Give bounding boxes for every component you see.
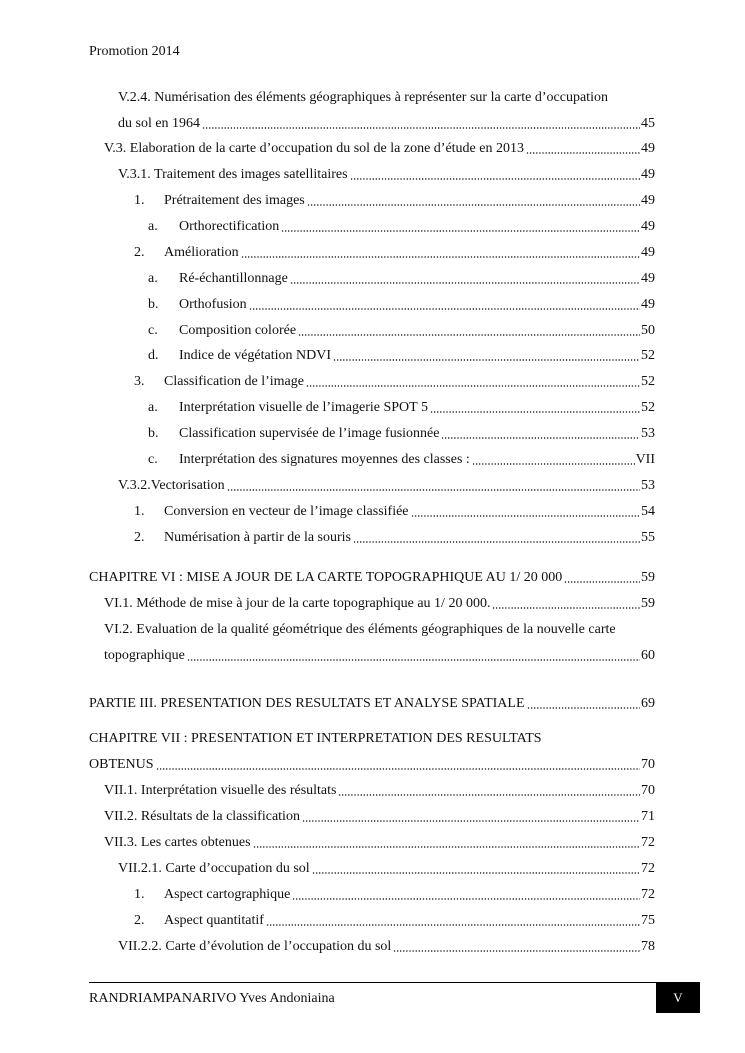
toc-entry-title: Amélioration: [164, 245, 239, 260]
toc-entry-title: CHAPITRE VII : PRESENTATION ET INTERPRETATION DES RESULTATS: [89, 731, 542, 746]
toc-entry[interactable]: [104, 834, 655, 852]
dot-leader: [492, 607, 640, 609]
toc-entry-page: 70: [641, 757, 655, 772]
toc-entry-title: Aspect quantitatif: [164, 913, 264, 928]
toc-entry-title: Conversion en vecteur de l’image classifiée: [164, 504, 409, 519]
toc-entry-title: Interprétation des signatures moyennes des classes :: [179, 452, 470, 467]
toc-entry[interactable]: [118, 938, 655, 956]
toc-entry: [118, 89, 655, 107]
toc-entry[interactable]: [89, 756, 655, 774]
toc-entry-number: a.: [148, 271, 158, 286]
dot-leader: [564, 581, 640, 583]
toc-entry-page: 49: [641, 219, 655, 234]
toc-entry-page: 50: [641, 323, 655, 338]
page-number-badge: [656, 983, 700, 1013]
toc-entry-page: 52: [641, 374, 655, 389]
toc-entry-page: 55: [641, 530, 655, 545]
toc-entry-page: 69: [641, 696, 655, 711]
toc-entry-page: 49: [641, 193, 655, 208]
dot-leader: [292, 898, 640, 900]
toc-entry[interactable]: [134, 503, 655, 521]
toc-entry-page: 71: [641, 809, 655, 824]
dot-leader: [393, 950, 640, 952]
toc-entry[interactable]: [148, 451, 655, 469]
toc-entry-title: Ré-échantillonnage: [179, 271, 288, 286]
toc-entry[interactable]: [148, 425, 655, 443]
dot-leader: [307, 204, 640, 206]
toc-entry-number: d.: [148, 348, 159, 363]
toc-entry-page: 54: [641, 504, 655, 519]
toc-entry-title: VI.1. Méthode de mise à jour de la carte topographique au 1/ 20 000.: [104, 596, 491, 611]
footer-author: RANDRIAMPANARIVO Yves Andoniaina: [89, 991, 335, 1006]
toc-entry-number: 2.: [134, 530, 145, 545]
toc-entry-title: Composition colorée: [179, 323, 297, 338]
toc-entry[interactable]: [118, 166, 655, 184]
toc-entry-title: VII.3. Les cartes obtenues: [104, 835, 251, 850]
dot-leader: [353, 541, 640, 543]
toc-entry-number: 3.: [134, 374, 145, 389]
toc-entry-title: OBTENUS: [89, 757, 154, 772]
toc-entry-title: V.3.2.Vectorisation: [118, 478, 225, 493]
toc-entry[interactable]: [104, 595, 655, 613]
toc-entry-page: 59: [641, 596, 655, 611]
dot-leader: [472, 463, 635, 465]
toc-entry-title: Orthofusion: [179, 297, 247, 312]
dot-leader: [266, 924, 640, 926]
dot-leader: [306, 385, 640, 387]
toc-entry-number: a.: [148, 219, 158, 234]
toc-entry-title: VII.1. Interprétation visuelle des résultats: [104, 783, 337, 798]
toc-entry-page: 49: [641, 167, 655, 182]
toc-entry-title: V.3. Elaboration de la carte d’occupation du sol de la zone d’étude en 2013: [104, 141, 524, 156]
toc-entry-page: 49: [641, 271, 655, 286]
page-number: V: [673, 990, 683, 1005]
toc-entry[interactable]: [118, 477, 655, 495]
footer-divider: [89, 982, 700, 983]
toc-entry-page: 70: [641, 783, 655, 798]
toc-entry-number: b.: [148, 426, 159, 441]
dot-leader: [350, 178, 640, 180]
dot-leader: [227, 489, 640, 491]
toc-entry-number: 2.: [134, 245, 145, 260]
toc-entry[interactable]: [148, 399, 655, 417]
toc-entry[interactable]: [89, 569, 655, 587]
toc-entry-page: 53: [641, 478, 655, 493]
toc-entry-page: 49: [641, 141, 655, 156]
toc-entry-title: Indice de végétation NDVI: [179, 348, 331, 363]
toc-entry-page: 60: [641, 648, 655, 663]
dot-leader: [526, 152, 640, 154]
toc-entry[interactable]: [104, 647, 655, 665]
toc-entry-page: 49: [641, 245, 655, 260]
toc-entry[interactable]: [104, 140, 655, 158]
toc-entry[interactable]: [104, 808, 655, 826]
toc-entry[interactable]: [148, 347, 655, 365]
dot-leader: [430, 411, 640, 413]
toc-entry[interactable]: [134, 529, 655, 547]
running-header: Promotion 2014: [89, 44, 180, 59]
toc-entry-title: du sol en 1964: [118, 116, 201, 131]
dot-leader: [302, 820, 640, 822]
toc-entry-title: Orthorectification: [179, 219, 280, 234]
dot-leader: [411, 515, 640, 517]
dot-leader: [527, 707, 640, 709]
dot-leader: [298, 334, 640, 336]
toc-entry-title: Classification de l’image: [164, 374, 304, 389]
dot-leader: [338, 794, 640, 796]
toc-entry[interactable]: [118, 860, 655, 878]
toc-entry-page: 53: [641, 426, 655, 441]
toc-entry-title: Prétraitement des images: [164, 193, 305, 208]
dot-leader: [281, 230, 640, 232]
toc-entry-title: Interprétation visuelle de l’imagerie SPOT 5: [179, 400, 428, 415]
dot-leader: [187, 659, 640, 661]
toc-entry-number: a.: [148, 400, 158, 415]
toc-entry: [89, 730, 655, 748]
dot-leader: [202, 127, 640, 129]
toc-entry-title: Aspect cartographique: [164, 887, 291, 902]
toc-entry-page: VII: [635, 452, 655, 467]
toc-entry-number: c.: [148, 452, 158, 467]
dot-leader: [333, 359, 640, 361]
dot-leader: [241, 256, 640, 258]
dot-leader: [253, 846, 640, 848]
toc-entry-title: VI.2. Evaluation de la qualité géométrique des éléments géographiques de la nouvelle carte: [104, 622, 616, 637]
toc-entry-title: Classification supervisée de l’image fusionnée: [179, 426, 440, 441]
dot-leader: [441, 437, 640, 439]
toc-entry-page: 49: [641, 297, 655, 312]
toc-entry-page: 72: [641, 835, 655, 850]
toc-entry-page: 75: [641, 913, 655, 928]
toc-entry[interactable]: [134, 886, 655, 904]
toc-entry[interactable]: [148, 270, 655, 288]
toc-entry-number: 1.: [134, 504, 145, 519]
toc-entry[interactable]: [148, 296, 655, 314]
toc-entry-number: 1.: [134, 887, 145, 902]
dot-leader: [156, 768, 640, 770]
toc-entry-page: 52: [641, 400, 655, 415]
toc-entry-title: VII.2.1. Carte d’occupation du sol: [118, 861, 310, 876]
toc-entry-number: b.: [148, 297, 159, 312]
toc-entry[interactable]: [89, 695, 655, 713]
toc-entry[interactable]: [134, 373, 655, 391]
toc-entry-number: 1.: [134, 193, 145, 208]
toc-entry-title: V.2.4. Numérisation des éléments géographiques à représenter sur la carte d’occupation: [118, 90, 608, 105]
dot-leader: [290, 282, 640, 284]
toc-entry-title: Numérisation à partir de la souris: [164, 530, 352, 545]
toc-entry-page: 72: [641, 887, 655, 902]
toc-entry[interactable]: [134, 192, 655, 210]
toc-entry-number: c.: [148, 323, 158, 338]
toc-entry-page: 52: [641, 348, 655, 363]
toc-entry[interactable]: [134, 244, 655, 262]
toc-entry[interactable]: [134, 912, 655, 930]
toc-entry-title: VII.2. Résultats de la classification: [104, 809, 300, 824]
toc-entry-title: CHAPITRE VI : MISE A JOUR DE LA CARTE TOPOGRAPHIQUE AU 1/ 20 000: [89, 570, 563, 585]
toc-entry-title: topographique: [104, 648, 185, 663]
toc-entry[interactable]: [148, 322, 655, 340]
dot-leader: [249, 308, 640, 310]
toc-entry-title: VII.2.2. Carte d’évolution de l’occupation du sol: [118, 939, 392, 954]
toc-entry-page: 45: [641, 116, 655, 131]
toc-entry[interactable]: [118, 115, 655, 133]
dot-leader: [312, 872, 640, 874]
toc-entry-title: V.3.1. Traitement des images satellitaires: [118, 167, 348, 182]
toc-entry[interactable]: [148, 218, 655, 236]
toc-entry: [104, 621, 655, 639]
toc-entry-page: 78: [641, 939, 655, 954]
toc-entry-title: PARTIE III. PRESENTATION DES RESULTATS ET ANALYSE SPATIALE: [89, 696, 525, 711]
toc-entry-number: 2.: [134, 913, 145, 928]
toc-entry-page: 59: [641, 570, 655, 585]
toc-entry-page: 72: [641, 861, 655, 876]
toc-entry[interactable]: [104, 782, 655, 800]
